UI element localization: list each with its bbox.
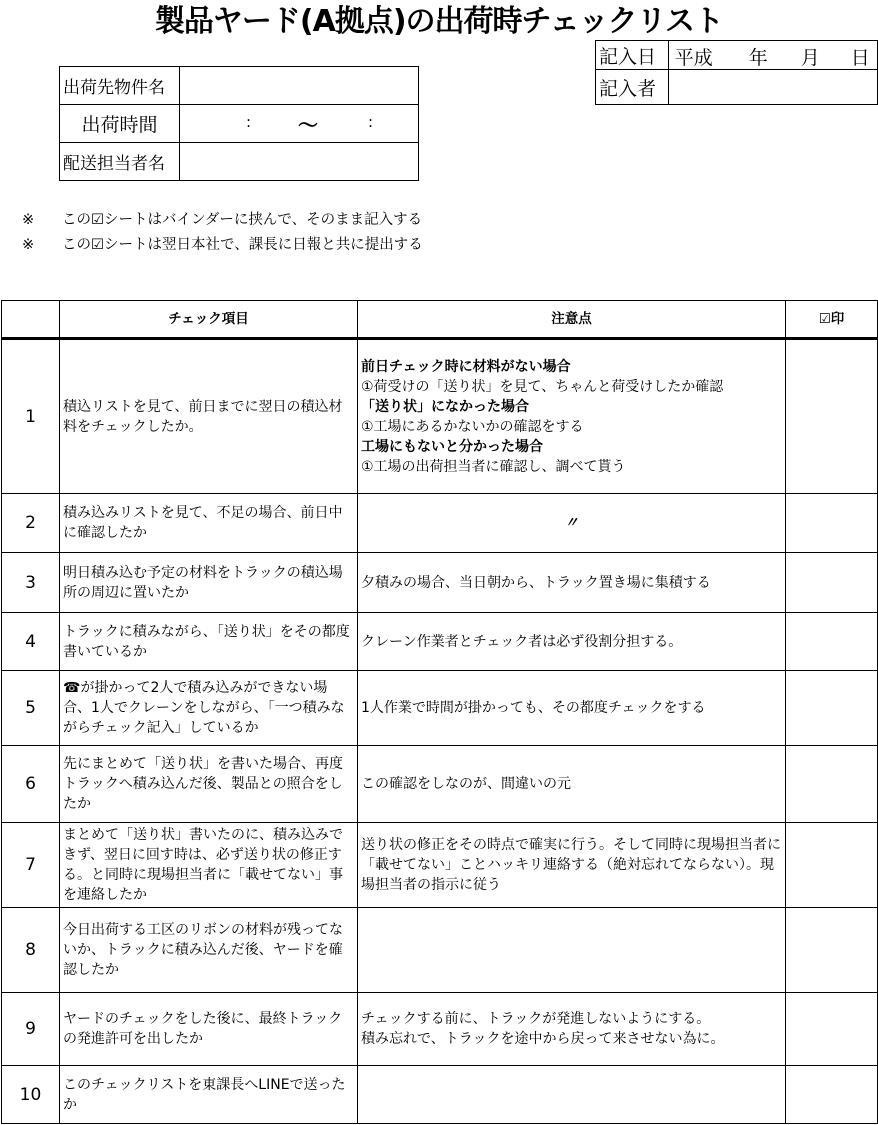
check-mark-cell[interactable] — [786, 613, 878, 671]
check-mark-cell[interactable] — [786, 339, 878, 494]
check-item: ☎が掛かって2人で積み込みができない場合、1人でクレーンをしながら、「一つ積みながらチェック記入」しているか — [60, 671, 358, 746]
check-item: 今日出荷する工区のリボンの材料が残ってないか、トラックに積み込んだ後、ヤードを確認したか — [60, 908, 358, 993]
table-row — [2, 553, 878, 613]
caution-line: チェックする前に、トラックが発進しないようにする。 — [361, 1011, 711, 1027]
date-writer-box — [595, 40, 878, 105]
caution-heading: 前日チェック時に材料がない場合 — [361, 358, 571, 375]
header-number — [2, 301, 60, 339]
check-mark-cell[interactable] — [786, 671, 878, 746]
row-number: 1 — [2, 339, 60, 494]
day-label: 日 — [850, 47, 870, 69]
caution-note: 送り状の修正をその時点で確実に行う。そして同時に現場担当者に「載せてない」ことハッキリ連絡する（絶対忘れてならない）。現場担当者の指示に従う — [358, 823, 786, 908]
check-mark-cell[interactable] — [786, 823, 878, 908]
check-item: まとめて「送り状」書いたのに、積み込みできず、翌日に回す時は、必ず送り状の修正する。と同時に現場担当者に「載せてない」事を連絡したか — [60, 823, 358, 908]
time-end-separator: : — [368, 113, 374, 131]
table-row — [2, 494, 878, 553]
note-text: この☑シートは翌日本社で、課長に日報と共に提出する — [62, 237, 423, 253]
check-item: 積込リストを見て、前日までに翌日の積込材料をチェックしたか。 — [60, 339, 358, 494]
caution-note: この確認をしなのが、間違いの元 — [358, 746, 786, 823]
shipment-info-table — [59, 66, 419, 181]
table-row — [2, 613, 878, 671]
check-item: トラックに積みながら、「送り状」をその都度書いているか — [60, 613, 358, 671]
destination-label: 出荷先物件名 — [60, 67, 180, 105]
caution-heading: 工場にもないと分かった場合 — [361, 438, 543, 455]
row-number: 5 — [2, 671, 60, 746]
check-item: 明日積み込む予定の材料をトラックの積込場所の周辺に置いたか — [60, 553, 358, 613]
check-item: 積み込みリストを見て、不足の場合、前日中に確認したか — [60, 494, 358, 553]
table-row — [2, 746, 878, 823]
row-number: 9 — [2, 993, 60, 1066]
caution-note — [358, 908, 786, 993]
caution-note — [358, 1066, 786, 1124]
caution-note — [358, 993, 786, 1066]
note-text: この☑シートはバインダーに挟んで、そのまま記入する — [62, 212, 423, 228]
caution-note: クレーン作業者とチェック者は必ず役割分担する。 — [358, 613, 786, 671]
caution-note: 夕積みの場合、当日朝から、トラック置き場に集積する — [358, 553, 786, 613]
check-mark-cell[interactable] — [786, 494, 878, 553]
note-item — [22, 233, 423, 258]
caution-line: 積み忘れで、トラックを途中から戻って来させない為に。 — [361, 1031, 725, 1047]
table-row — [2, 908, 878, 993]
date-label: 記入日 — [596, 41, 669, 70]
row-number: 6 — [2, 746, 60, 823]
row-number: 2 — [2, 494, 60, 553]
destination-field[interactable] — [180, 67, 419, 105]
table-row — [2, 671, 878, 746]
caution-line: ①工場にあるかないかの確認をする — [361, 418, 584, 435]
shipping-time-field[interactable] — [180, 105, 419, 143]
checklist-table — [1, 300, 878, 1124]
caution-line: ①工場の出荷担当者に確認し、調べて貰う — [361, 458, 626, 475]
check-item: 先にまとめて「送り状」を書いた場合、再度トラックへ積み込んだ後、製品との照合をしたか — [60, 746, 358, 823]
month-label: 月 — [800, 47, 820, 69]
row-number: 7 — [2, 823, 60, 908]
ditto-mark: 〃 — [358, 494, 786, 553]
check-item: ヤードのチェックをした後に、最終トラックの発進許可を出したか — [60, 993, 358, 1066]
table-row — [2, 823, 878, 908]
note-item — [22, 208, 423, 233]
writer-field[interactable] — [668, 70, 877, 105]
caution-heading: 「送り状」になかった場合 — [361, 398, 529, 415]
year-label: 年 — [748, 47, 768, 69]
reference-mark: ※ — [22, 237, 35, 253]
writer-label: 記入者 — [596, 70, 669, 105]
driver-field[interactable] — [180, 143, 419, 181]
reference-mark: ※ — [22, 212, 35, 228]
page-title: 製品ヤード(A拠点)の出荷時チェックリスト — [154, 4, 724, 39]
row-number: 3 — [2, 553, 60, 613]
instruction-notes — [22, 208, 423, 258]
row-number: 8 — [2, 908, 60, 993]
check-item: このチェックリストを東課長へLINEで送ったか — [60, 1066, 358, 1124]
time-start-separator: : — [246, 113, 252, 131]
shipping-time-label: 出荷時間 — [60, 105, 180, 143]
era-label: 平成 — [674, 47, 713, 69]
time-range-tilde: 〜 — [298, 113, 318, 137]
caution-line: ①荷受けの「送り状」を見て、ちゃんと荷受けしたか確認 — [361, 378, 724, 395]
row-number: 10 — [2, 1066, 60, 1124]
date-field[interactable] — [668, 41, 877, 70]
row-number: 4 — [2, 613, 60, 671]
check-mark-cell[interactable] — [786, 993, 878, 1066]
check-mark-cell[interactable] — [786, 1066, 878, 1124]
driver-label: 配送担当者名 — [60, 143, 180, 181]
check-mark-cell[interactable] — [786, 908, 878, 993]
check-mark-cell[interactable] — [786, 553, 878, 613]
table-row — [2, 339, 878, 494]
table-row — [2, 993, 878, 1066]
caution-note — [358, 339, 786, 494]
caution-note: 1人作業で時間が掛かっても、その都度チェックをする — [358, 671, 786, 746]
check-mark-cell[interactable] — [786, 746, 878, 823]
header-check-item: チェック項目 — [60, 301, 358, 339]
header-check-mark: ☑印 — [786, 301, 878, 339]
table-header-row — [2, 301, 878, 339]
table-row — [2, 1066, 878, 1124]
header-caution: 注意点 — [358, 301, 786, 339]
